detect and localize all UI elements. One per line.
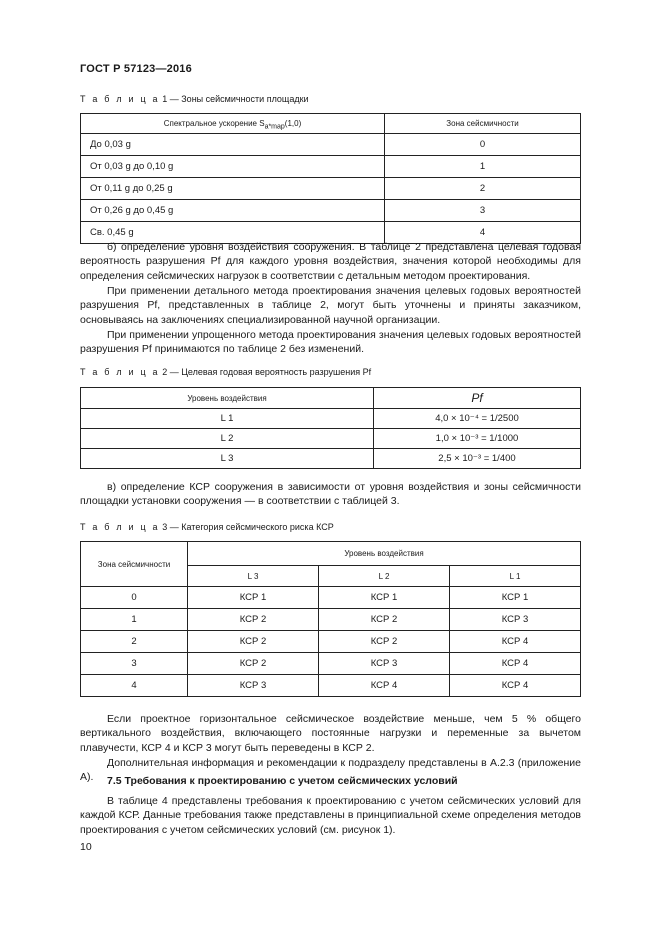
table2-caption (80, 367, 371, 377)
table2-header-row (81, 388, 581, 409)
paragraph-simplified-method: При применении упрощенного метода проектирования значения целевых годовых вероятностей разрушения Pf принимаются по таблице 2 без изменений. (80, 329, 581, 356)
table1-header-row (81, 114, 581, 134)
table3-zone-cell: 4 (81, 675, 188, 697)
table1-title: — Зоны сейсмичности площадки (169, 94, 309, 104)
table1-col2-header: Зона сейсмичности (385, 114, 581, 134)
table1-zone-cell: 3 (385, 200, 581, 222)
table3-l2-cell: КСР 4 (319, 675, 450, 697)
table3-zone-cell: 1 (81, 609, 188, 631)
table3-l1-cell: КСР 4 (450, 631, 581, 653)
table3-l1-cell: КСР 4 (450, 653, 581, 675)
table3-zone-cell: 2 (81, 631, 188, 653)
table1-col1-header: Спектральное ускорение $S_{a*map}(1,0)$ (81, 114, 385, 134)
section-heading: 7.5 Требования к проектированию с учетом сейсмических условий (107, 775, 458, 787)
paragraph-final: В таблице 4 представлены требования к проектированию с учетом сейсмических условий для каждой КСР. Данные требования также представлены в принципиальной схеме определения методов проектирования с учетом сейсмических условий (см. рисунок 1). (80, 795, 581, 836)
table3-l3-cell: КСР 2 (188, 609, 319, 631)
table-row (81, 134, 581, 156)
table-row (81, 200, 581, 222)
table3-zone-header: Зона сейсмичности (81, 542, 188, 587)
paragraph-horizontal-impact: Если проектное горизонтальное сейсмическое воздействие меньше, чем 5 % общего вертикального воздействия, включающего постоянные нагрузки и переменные за вычетом плавучести, КСР 4 и КСР 3 могут быть переведены в КСР 2. (80, 713, 581, 754)
table3-number: 3 (162, 522, 168, 532)
table3-l3-cell: КСР 3 (188, 675, 319, 697)
table2-col1-header: Уровень воздействия (81, 388, 374, 409)
table3-level-header: L 1 (450, 566, 581, 587)
table1-col1-header-sub: a*map (264, 123, 285, 131)
table1-range-cell: До 0,03 g (81, 134, 385, 156)
table1-zone-cell: 2 (385, 178, 581, 200)
table2-level-cell: L 3 (81, 449, 374, 469)
table-row (81, 631, 581, 653)
document-header: ГОСТ Р 57123—2016 (80, 63, 192, 75)
table1-zone-cell: 1 (385, 156, 581, 178)
table3-l2-cell: КСР 2 (319, 631, 450, 653)
table-row (81, 156, 581, 178)
table2-title: — Целевая годовая вероятность разрушения Pf (169, 367, 372, 377)
table3 (80, 541, 581, 697)
table-row (81, 429, 581, 449)
table-row (81, 587, 581, 609)
table3-label: Т а б л и ц а (80, 522, 160, 532)
table3-l3-cell: КСР 2 (188, 653, 319, 675)
table1-range-cell: От 0,11 g до 0,25 g (81, 178, 385, 200)
table3-l1-cell: КСР 3 (450, 609, 581, 631)
table2-prob-cell: 2,5 × 10⁻³ = 1/400 (374, 449, 581, 469)
table-row (81, 675, 581, 697)
table1-zone-cell: 4 (385, 222, 581, 244)
table3-l3-cell: КСР 2 (188, 631, 319, 653)
paragraph-b: б) определение уровня воздействия сооружения. В таблице 2 представлена целевая годовая вероятность разрушения Pf для каждого уровня воздействия, значения которой необходимы для определения сейсмических нагрузок в соответствии с детальным методом проектирования. (80, 241, 581, 282)
table3-caption (80, 522, 334, 532)
table3-zone-cell: 3 (81, 653, 188, 675)
table3-header-row (81, 542, 581, 566)
table3-l1-cell: КСР 4 (450, 675, 581, 697)
table3-l2-cell: КСР 3 (319, 653, 450, 675)
table3-l3-cell: КСР 1 (188, 587, 319, 609)
table-row (81, 409, 581, 429)
table3-level-group-header: Уровень воздействия (188, 542, 581, 566)
table2 (80, 387, 581, 469)
table2-prob-cell: 4,0 × 10⁻⁴ = 1/2500 (374, 409, 581, 429)
table1-range-cell: От 0,03 g до 0,10 g (81, 156, 385, 178)
table2-level-cell: L 1 (81, 409, 374, 429)
table2-col2-header: Pf (374, 388, 581, 409)
table2-label: Т а б л и ц а (80, 367, 160, 377)
table2-number: 2 (162, 367, 168, 377)
paragraph-v: в) определение КСР сооружения в зависимости от уровня воздействия и зоны сейсмичности площадки установки сооружения — в соответствии с таблицей 3. (80, 481, 581, 508)
table1-zone-cell: 0 (385, 134, 581, 156)
table-row (81, 609, 581, 631)
table1-number: 1 (162, 94, 168, 104)
table-row (81, 178, 581, 200)
table3-zone-cell: 0 (81, 587, 188, 609)
table2-prob-cell: 1,0 × 10⁻³ = 1/1000 (374, 429, 581, 449)
table3-level-header: L 3 (188, 566, 319, 587)
paragraph-additional-info: Дополнительная информация и рекомендации к подразделу представлены в А.2.3 (приложение А). (80, 757, 581, 784)
paragraph-detailed-method: При применении детального метода проектирования значения целевых годовых вероятностей разрушения Pf, представленных в таблице 2, могут быть уточнены и приняты заказчиком, основываясь на заключениях специализированной научной организации. (80, 285, 581, 326)
table1 (80, 113, 581, 244)
table1-caption (80, 94, 309, 104)
page-number: 10 (80, 841, 92, 853)
table3-l1-cell: КСР 1 (450, 587, 581, 609)
table-row (81, 449, 581, 469)
table2-level-cell: L 2 (81, 429, 374, 449)
table3-title: — Категория сейсмического риска КСР (169, 522, 334, 532)
table3-level-header: L 2 (319, 566, 450, 587)
table3-l2-cell: КСР 1 (319, 587, 450, 609)
table-row (81, 653, 581, 675)
table3-l2-cell: КСР 2 (319, 609, 450, 631)
table1-label: Т а б л и ц а (80, 94, 160, 104)
table1-range-cell: Св. 0,45 g (81, 222, 385, 244)
table1-range-cell: От 0,26 g до 0,45 g (81, 200, 385, 222)
